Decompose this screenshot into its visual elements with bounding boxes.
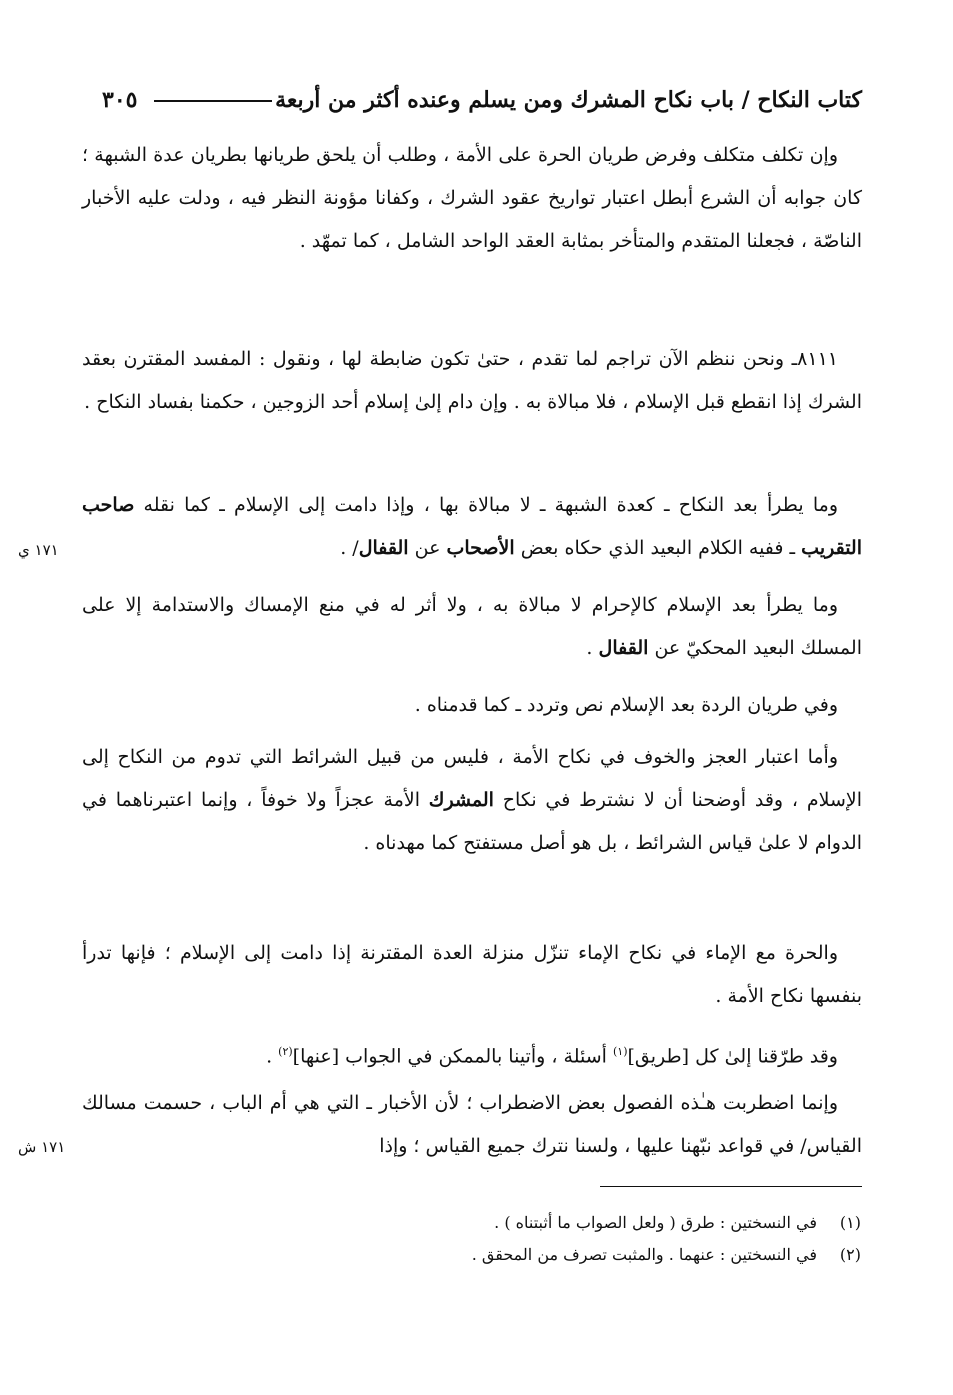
footnote: (٢)في النسختين : عنهما . والمثبت تصرف من المحقق . [471,1245,861,1264]
page-number: ٣٠٥ [102,87,138,113]
bold-name: صاحب التقريب [82,494,862,559]
paragraph-8: وقد طرّقنا إلىٰ كل [طريق]$^{(١)}$ أسئلة ، وأتينا بالممكن في الجواب [عنها]$^{(٢)}$ . [266,1045,838,1068]
footnote: (١)في النسختين : طرق ( ولعل الصواب ما أثبتناه ) . [494,1213,861,1232]
paragraph-6: وأما اعتبار العجز والخوف في نكاح الأمة ، فليس من قبيل الشرائط التي تدوم من النكاح إلى الإسلام ، وقد أوضحنا أن لا نشترط في نكاح المشرك الأمة عجزاً ولا خوفاً ، وإنما اعتبرناهما في الدوام لا علىٰ قياس الشرائط ، بل هو أصل مستفتح كما مهدناه . [82,746,862,854]
paragraph-5: وفي طريان الردة بعد الإسلام نص وتردد ـ كما قدمناه . [414,694,838,716]
paragraph-7: والحرة مع الإماء في نكاح الإماء تنزّل منزلة العدة المقترنة إذا دامت إلى الإسلام ؛ فإنها تدرأ بنفسها نكاح الأمة . [82,942,862,1007]
margin-note: ١٧١ ي [18,541,59,559]
bold-name: الأصحاب [446,537,515,559]
bold-name: القفال [358,537,409,559]
paragraph-1: وإن تكلف متكلف وفرض طريان الحرة على الأمة ، وطلب أن يلحق طريانها بطريان عدة الشبهة ؛ كان جوابه أن الشرع أبطل اعتبار تواريخ عقود الشرك ، وكفانا مؤونة النظر فيه ، ودلت عليه الأخبار الناصّة ، فجعلنا المتقدم والمتأخر بمثابة العقد الواحد الشامل ، كما تمهّد . [82,144,862,252]
footnote-rule [600,1186,862,1187]
paragraph-3: وما يطرأ بعد النكاح ـ كعدة الشبهة ـ لا مبالاة بها ، وإذا دامت إلى الإسلام ـ كما نقله صاحب التقريب ـ ففيه الكلام البعيد الذي حكاه بعض الأصحاب عن القفال/ . [82,494,862,559]
header-rule [154,100,272,102]
header-title: كتاب النكاح / باب نكاح المشرك ومن يسلم وعنده أكثر من أربعة [275,87,862,113]
margin-note: ١٧١ ش [18,1138,66,1156]
bold-name: القفال [598,637,649,659]
running-header [92,78,862,122]
footnote-ref: (١) [612,1045,628,1058]
paragraph-2: ٨١١١ـ ونحن ننظم الآن تراجم لما تقدم ، حتىٰ تكون ضابطة لها ، ونقول : المفسد المقترن بعقد الشرك إذا انقطع قبل الإسلام ، فلا مبالاة به . وإن دام إلىٰ إسلام أحد الزوجين ، حكمنا بفساد النكاح . [82,348,862,413]
bold-name: المشرك [428,789,494,811]
paragraph-4: وما يطرأ بعد الإسلام كالإحرام لا مبالاة به ، ولا أثر له في منع الإمساك والاستدامة إلا على المسلك البعيد المحكيّ عن القفال . [82,594,862,659]
footnote-ref: (٢) [278,1045,293,1058]
paragraph-9: وإنما اضطربت هـٰذه الفصول بعض الاضطراب ؛ لأن الأخبار ـ التي هي أم الباب ، حسمت مسالك القياس/ في قواعد نبّهنا عليها ، ولسنا نترك جميع القياس ؛ وإذا [82,1092,862,1157]
